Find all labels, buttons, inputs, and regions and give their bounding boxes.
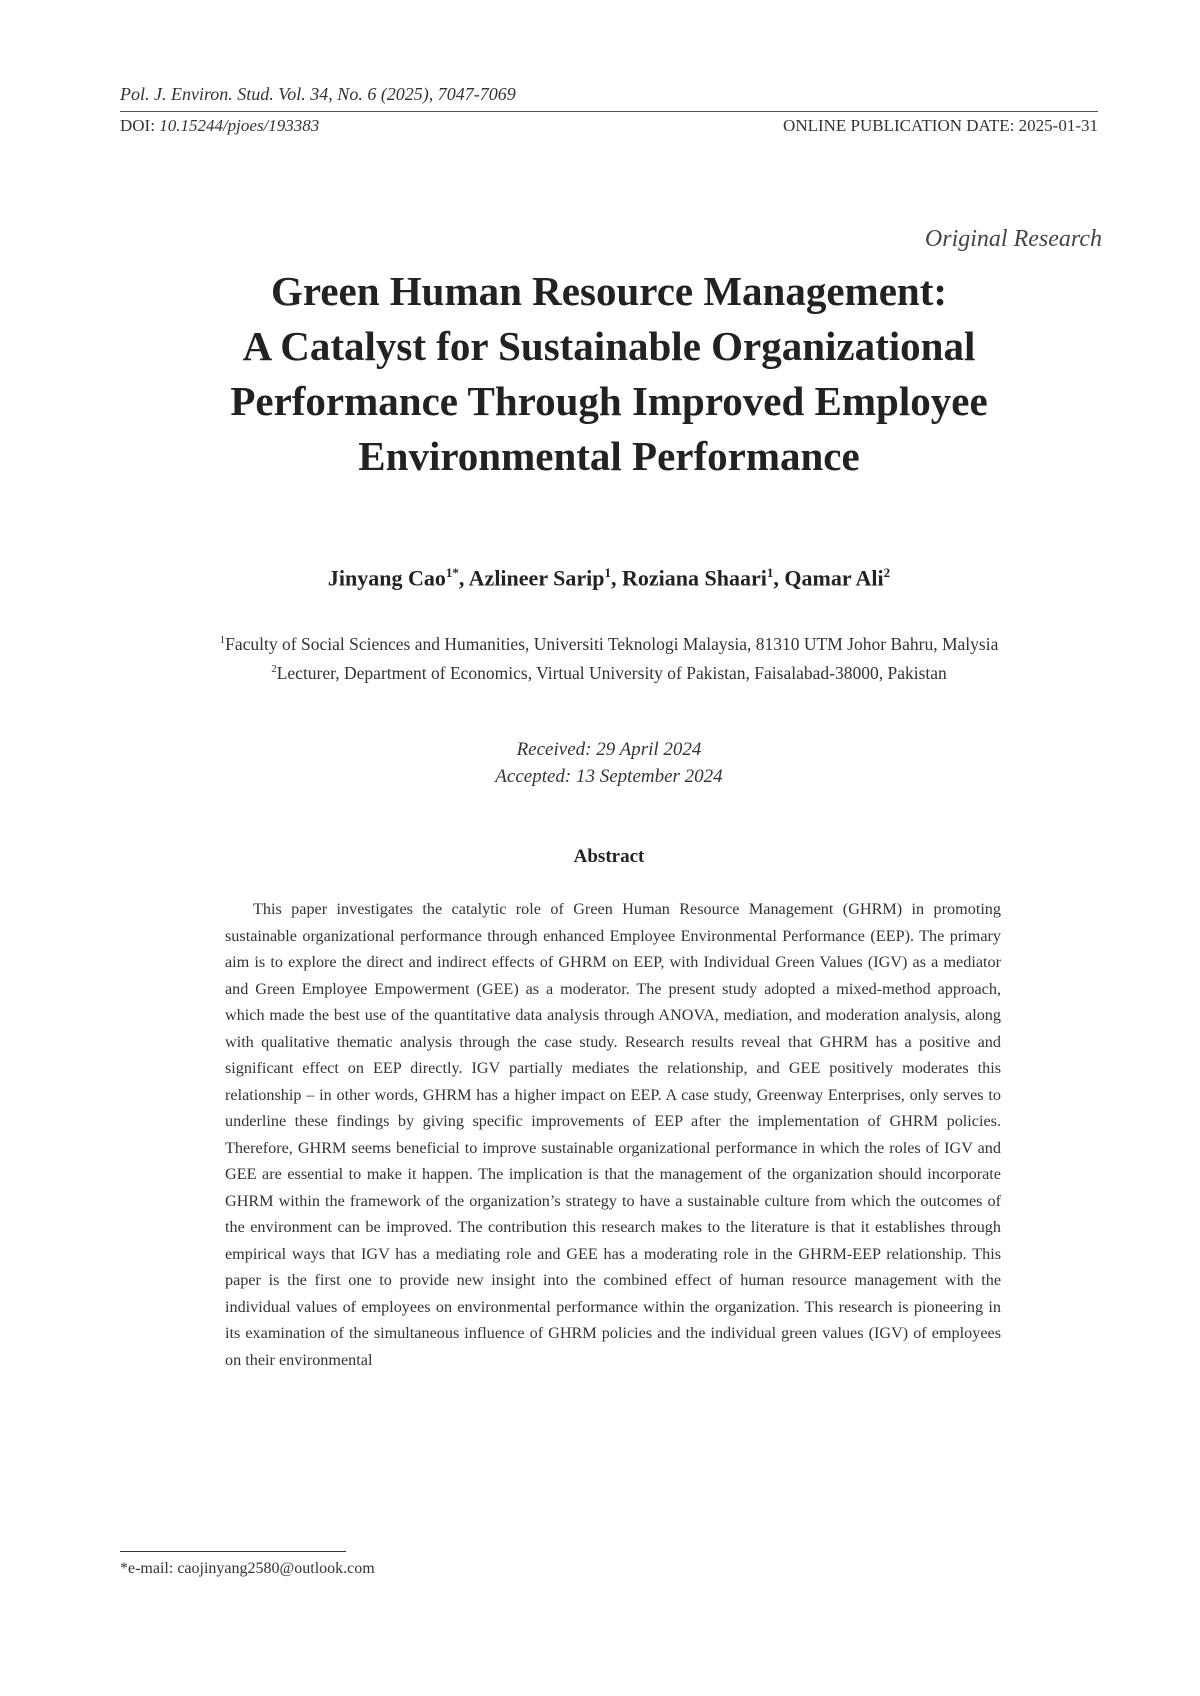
author-separator: , [458,565,469,591]
author-separator: , [773,565,785,591]
article-type: Original Research [924,226,1102,252]
affiliation-mark: 2 [271,662,277,675]
paper-title [120,264,1098,484]
author-separator: , [611,565,623,591]
journal-citation: Pol. J. Environ. Stud. Vol. 34, No. 6 (2025), 7047-7069 [120,84,516,104]
author-affiliation-mark: 1 [766,565,774,580]
author-name: Qamar Ali [784,565,884,591]
abstract-heading: Abstract [573,846,645,867]
affiliation-list [120,628,1098,686]
affiliation [120,628,1098,657]
title-line: A Catalyst for Sustainable Organizational [242,323,976,369]
author-name: Jinyang Cao [327,565,446,591]
publication-date: ONLINE PUBLICATION DATE: 2025-01-31 [783,116,1098,135]
abstract-text: This paper investigates the catalytic role of Green Human Resource Management (GHRM) in promoting sustainable organizational performance through enhanced Employee Environmental Performance (EEP). The primary aim is to explore the direct and indirect effects of GHRM on EEP, with Individual Green Values (IGV) as a mediator and Green Employee Empowerment (GEE) as a moderator. The present study adopted a mixed-method approach, which made the best use of the quantitative data analysis through ANOVA, mediation, and moderation analysis, along with qualitative thematic analysis through the case study. Research results reveal that GHRM has a positive and significant effect on EEP directly. IGV partially mediates the relationship, and GEE positively moderates this relationship – in other words, GHRM has a higher impact on EEP. A case study, Greenway Enterprises, only serves to underline these findings by giving specific improvements of EEP after the implementation of GHRM policies. Therefore, GHRM seems beneficial to improve sustainable organizational performance in which the roles of IGV and GEE are essential to make it happen. The implication is that the management of the organization should incorporate GHRM within the framework of the organization’s strategy to have a sustainable culture from which the outcomes of the environment can be improved. The contribution this research makes to the literature is that it establishes through empirical ways that IGV has a mediating role and GEE has a moderating role in the GHRM-EEP relationship. This paper is the first one to provide new insight into the combined effect of human resource management with the individual values of employees on environmental performance within the organization. This research is pioneering in its examination of the simultaneous influence of GHRM policies and the individual green values (IGV) of employees on their environmental [225,900,1001,1369]
author-affiliation-mark: 1 [604,565,612,580]
corresponding-email-footnote[interactable]: *e-mail: caojinyang2580@outlook.com [120,1560,375,1577]
author-name: Roziana Shaari [622,565,767,591]
received-date: Received: 29 April 2024 [516,739,702,760]
doi-link[interactable]: 10.15244/pjoes/193383 [159,116,320,135]
affiliation-text: Lecturer, Department of Economics, Virtual University of Pakistan, Faisalabad-38000, Pakistan [276,662,947,683]
author-list [120,565,1098,591]
footnote-divider [120,1551,346,1552]
doi-line [120,116,319,136]
title-line: Performance Through Improved Employee [230,378,988,424]
submission-dates [120,736,1098,790]
affiliation-mark: 1 [219,634,226,646]
affiliation [120,657,1098,686]
title-line: Environmental Performance [358,433,860,479]
author-affiliation-mark: 1* [445,565,459,580]
author-name: Azlineer Sarip [468,565,605,591]
affiliation-text: Faculty of Social Sciences and Humanities, Universiti Teknologi Malaysia, 81310 UTM Johor Bahru, Malysia [225,633,999,654]
title-line: Green Human Resource Management: [270,268,948,314]
accepted-date: Accepted: 13 September 2024 [495,766,723,787]
author-affiliation-mark: 2 [883,565,891,580]
doi-label: DOI: [120,116,155,135]
header-divider [120,111,1098,112]
